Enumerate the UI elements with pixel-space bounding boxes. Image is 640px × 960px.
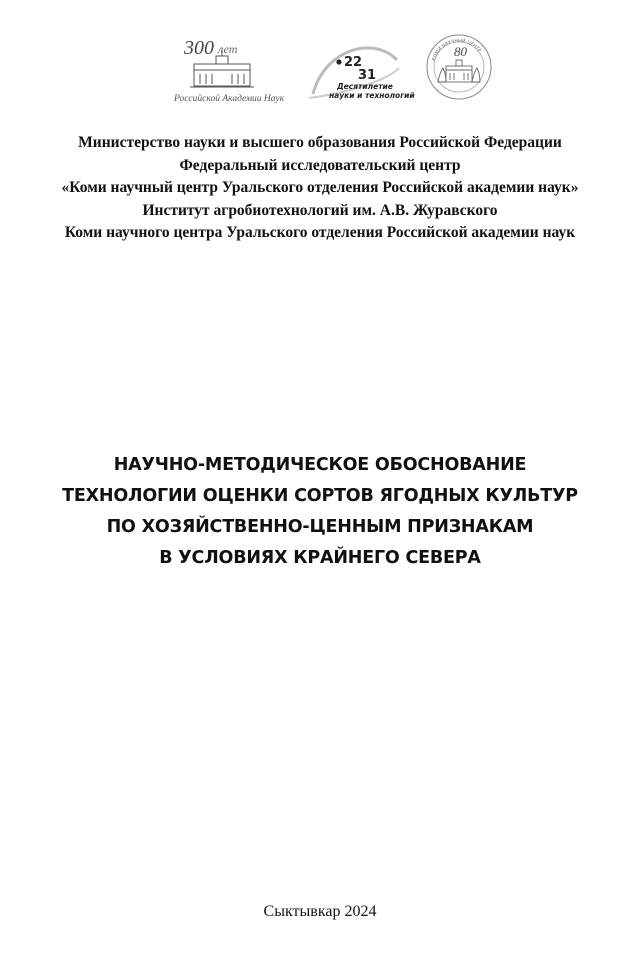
title-line-1: НАУЧНО-МЕТОДИЧЕСКОЕ ОБОСНОВАНИЕ (113, 455, 527, 475)
decade-year-start: 22 (344, 55, 363, 70)
decade-label-line2: науки и технологий (329, 91, 415, 100)
decade-of-science-logo (295, 38, 415, 104)
title-line-2: ТЕХНОЛОГИИ ОЦЕНКИ СОРТОВ ЯГОДНЫХ КУЛЬТУР (62, 486, 578, 506)
research-center-line: Федеральный исследовательский центр (179, 156, 461, 174)
place-and-year: Сыктывкар 2024 (263, 903, 377, 920)
komi-center-name-line: «Коми научный центр Уральского отделения Российской академии наук» (61, 179, 579, 196)
svg-text:лет: лет (218, 42, 238, 56)
ras-anniversary-number: 300 (184, 37, 214, 59)
institute-line: Институт агробиотехнологий им. А.В. Журавского (142, 201, 498, 219)
ras-logo-caption: Российской Академии Наук (174, 94, 285, 104)
title-line-3: ПО ХОЗЯЙСТВЕННО-ЦЕННЫМ ПРИЗНАКАМ (106, 517, 534, 537)
ministry-line: Министерство науки и высшего образования Российской Федерации (78, 134, 562, 151)
affiliation-block (20, 132, 620, 245)
decade-label-line1: Десятилетие (337, 82, 393, 91)
komi-anniversary-number: 80 (454, 44, 467, 59)
title-line-4: В УСЛОВИЯХ КРАЙНЕГО СЕВЕРА (159, 548, 481, 568)
logo-strip (0, 28, 640, 108)
institute-parent-line: Коми научного центра Уральского отделения Российской академии наук (64, 224, 576, 241)
decade-year-end: 31 (358, 68, 377, 83)
komi-science-center-80-logo (424, 32, 494, 102)
ras-300-logo (170, 34, 290, 106)
document-title (20, 450, 620, 574)
komi-ring-text: КОМИ НАУЧНЫЙ ЦЕНТР (431, 38, 482, 62)
komi-building-icon (438, 60, 480, 82)
